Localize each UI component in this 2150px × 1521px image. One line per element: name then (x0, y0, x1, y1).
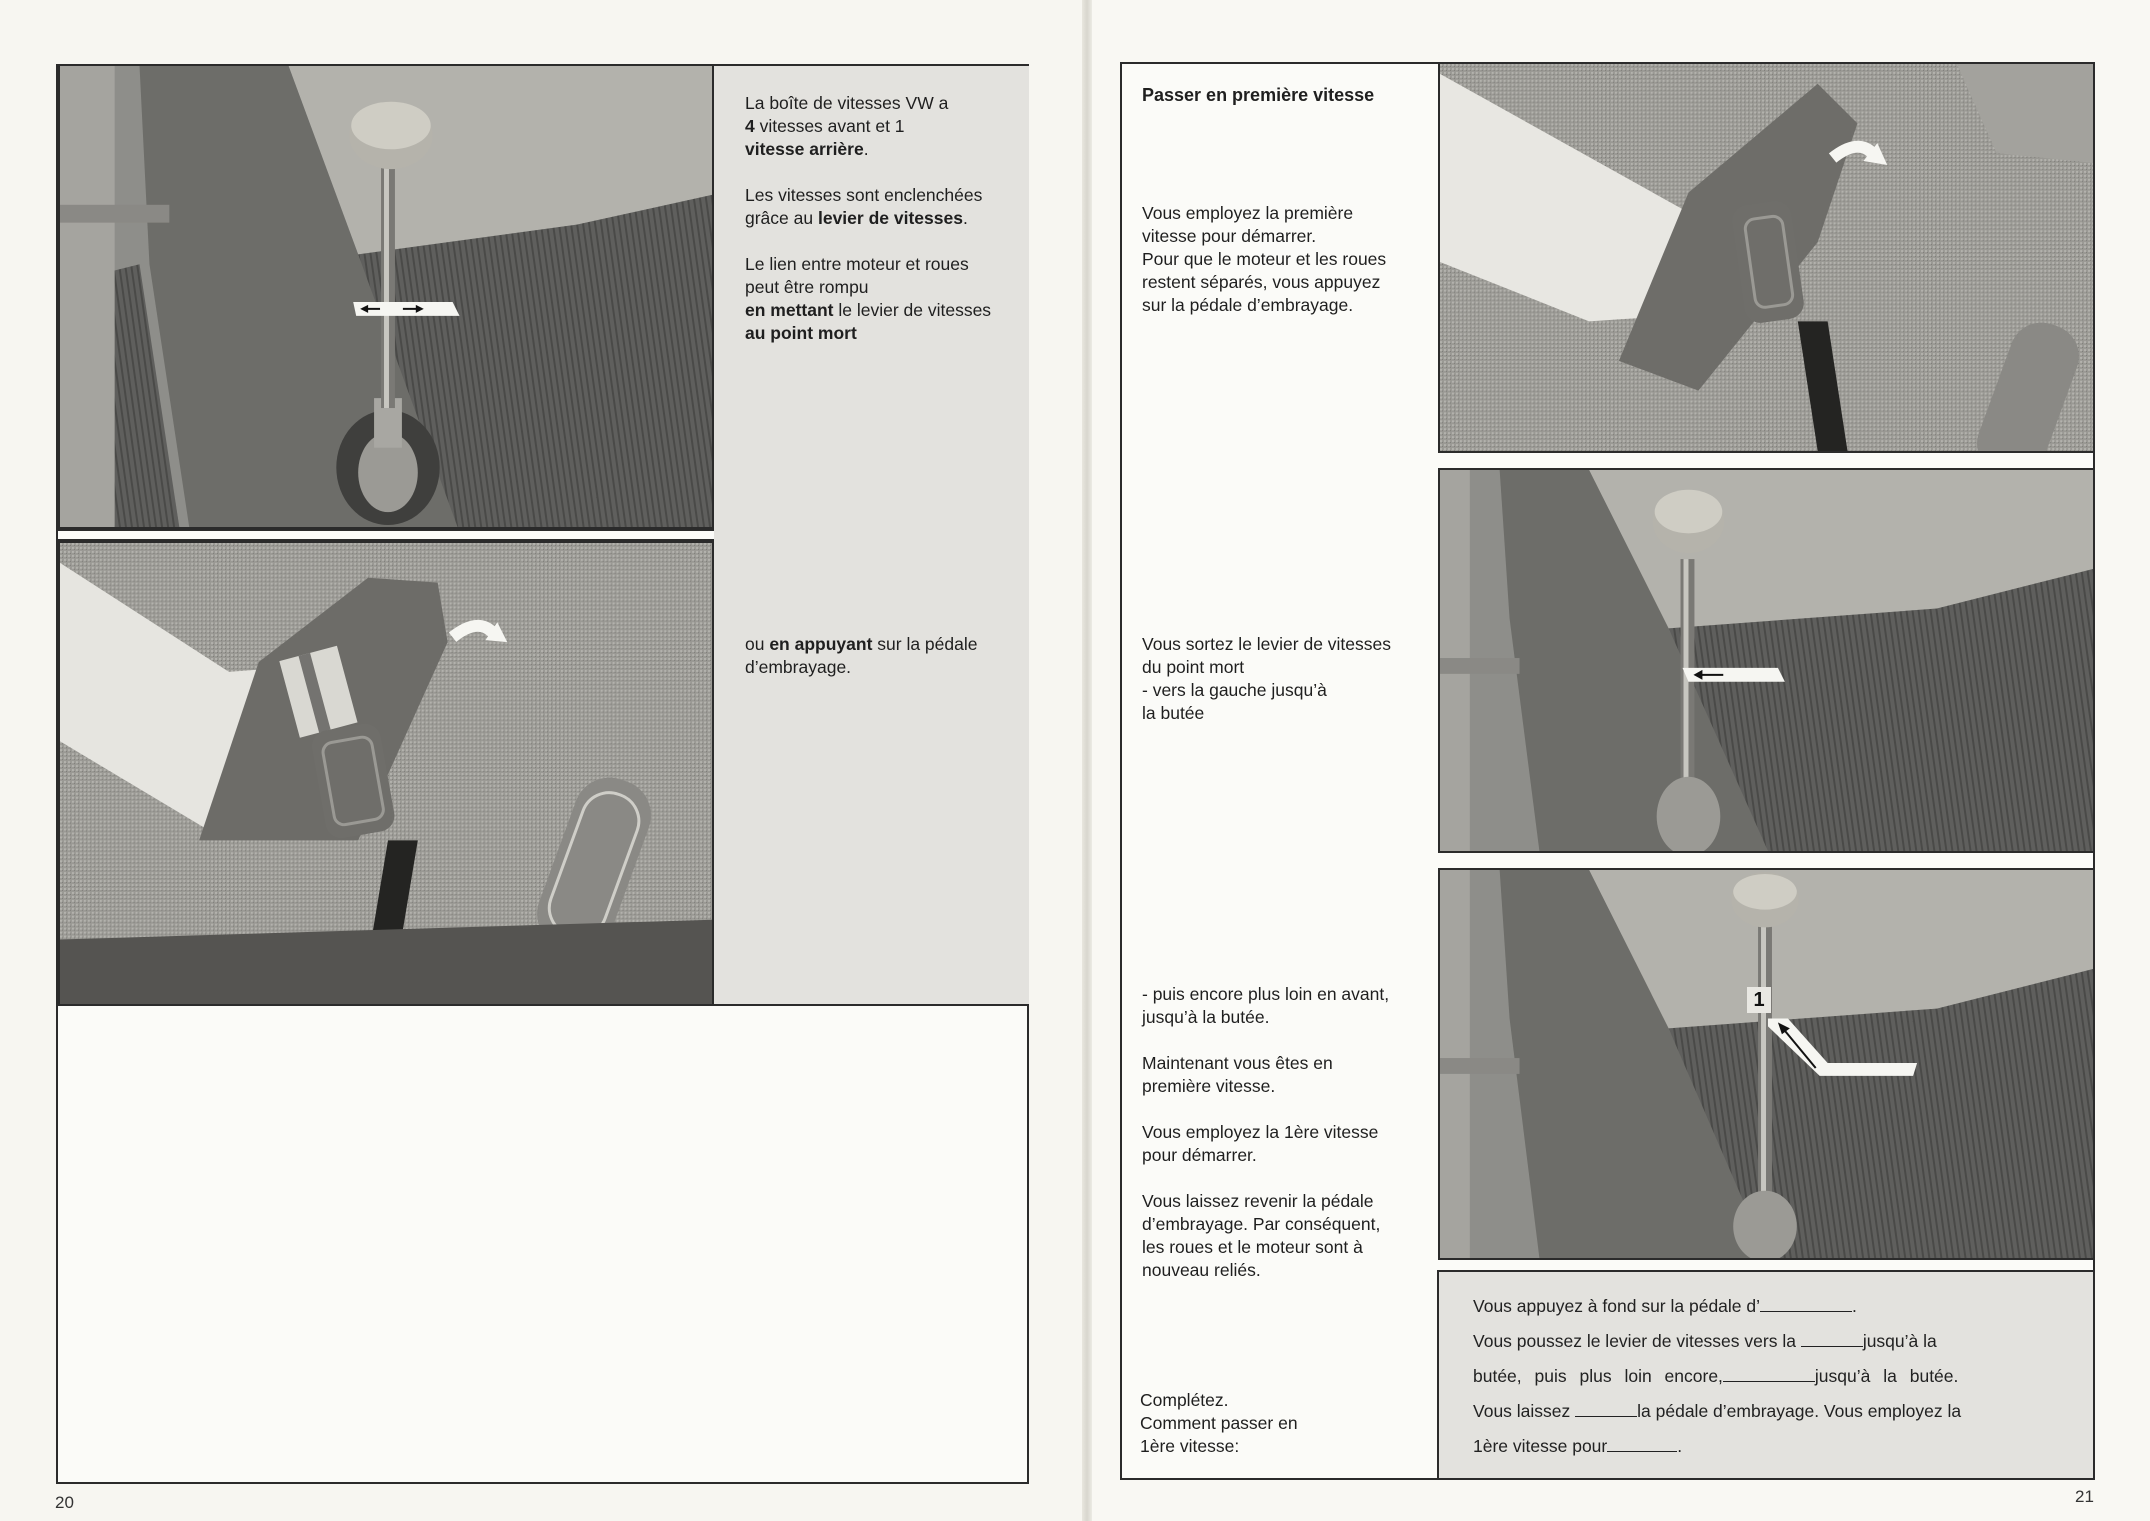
quiz-line-3: butée, puis plus loin encore, jusqu’à la butée. (1473, 1366, 1959, 1386)
quiz-line-4: Vous laissez la pédale d’embrayage. Vous employez la (1473, 1401, 1962, 1421)
answer-blank-4[interactable] (1575, 1400, 1637, 1417)
right-block-3 (1142, 983, 1432, 1305)
quiz-text (1473, 1289, 2083, 1464)
block3-paragraph-4: Vous laissez revenir la pédale d’embrayage. Par conséquent, les roues et le moteur sont à nouveau reliés. (1142, 1191, 1381, 1280)
intro-paragraph-2: Les vitesses sont enclenchées grâce au levier de vitesses. (745, 185, 983, 228)
intro-paragraph-1: La boîte de vitesses VW a 4 vitesses avant et 1 vitesse arrière. (745, 93, 949, 159)
gear-marker-label: 1 (1747, 987, 1771, 1013)
block3-paragraph-2: Maintenant vous êtes en première vitesse. (1142, 1053, 1333, 1096)
book-spine (1082, 0, 1092, 1521)
page-number-left: 20 (55, 1493, 74, 1512)
page-title: Passer en première vitesse (1142, 85, 1375, 105)
answer-blank-3[interactable] (1723, 1365, 1815, 1382)
answer-blank-2[interactable] (1801, 1330, 1863, 1347)
right-block-1: Vous employez la première vitesse pour démarrer. Pour que le moteur et les roues restent séparés, vous appuyez sur la pédale d’embrayage. (1142, 203, 1387, 315)
block3-paragraph-3: Vous employez la 1ère vitesse pour démarrer. (1142, 1122, 1379, 1165)
quiz-line-2: Vous poussez le levier de vitesses vers la jusqu’à la (1473, 1331, 1937, 1351)
photo-separator (58, 529, 714, 541)
page-number-right: 21 (2075, 1487, 2094, 1506)
exercise-label: Complétez. Comment passer en 1ère vitesse: (1140, 1390, 1298, 1456)
gear-lever-first-photo (1438, 868, 2095, 1260)
block3-paragraph-1: - puis encore plus loin en avant, jusqu’à la butée. (1142, 984, 1390, 1027)
clutch-text: ou en appuyant sur la pédale d’embrayage. (745, 634, 978, 677)
answer-blank-5[interactable] (1607, 1435, 1677, 1452)
gear-lever-left-photo (1438, 468, 2095, 853)
right-block-2: Vous sortez le levier de vitesses du point mort - vers la gauche jusqu’à la butée (1142, 634, 1392, 723)
clutch-pedal-press-photo (58, 541, 714, 1006)
left-intro-text (745, 92, 1025, 368)
clutch-pedal-first-gear-photo (1438, 62, 2095, 453)
quiz-line-1: Vous appuyez à fond sur la pédale d’ . (1473, 1296, 1857, 1316)
gear-lever-neutral-photo (58, 64, 714, 529)
intro-paragraph-3: Le lien entre moteur et roues peut être rompu en mettant le levier de vitesses au point mort (745, 254, 992, 343)
answer-blank-1[interactable] (1760, 1295, 1852, 1312)
quiz-line-5: 1ère vitesse pour . (1473, 1436, 1683, 1456)
